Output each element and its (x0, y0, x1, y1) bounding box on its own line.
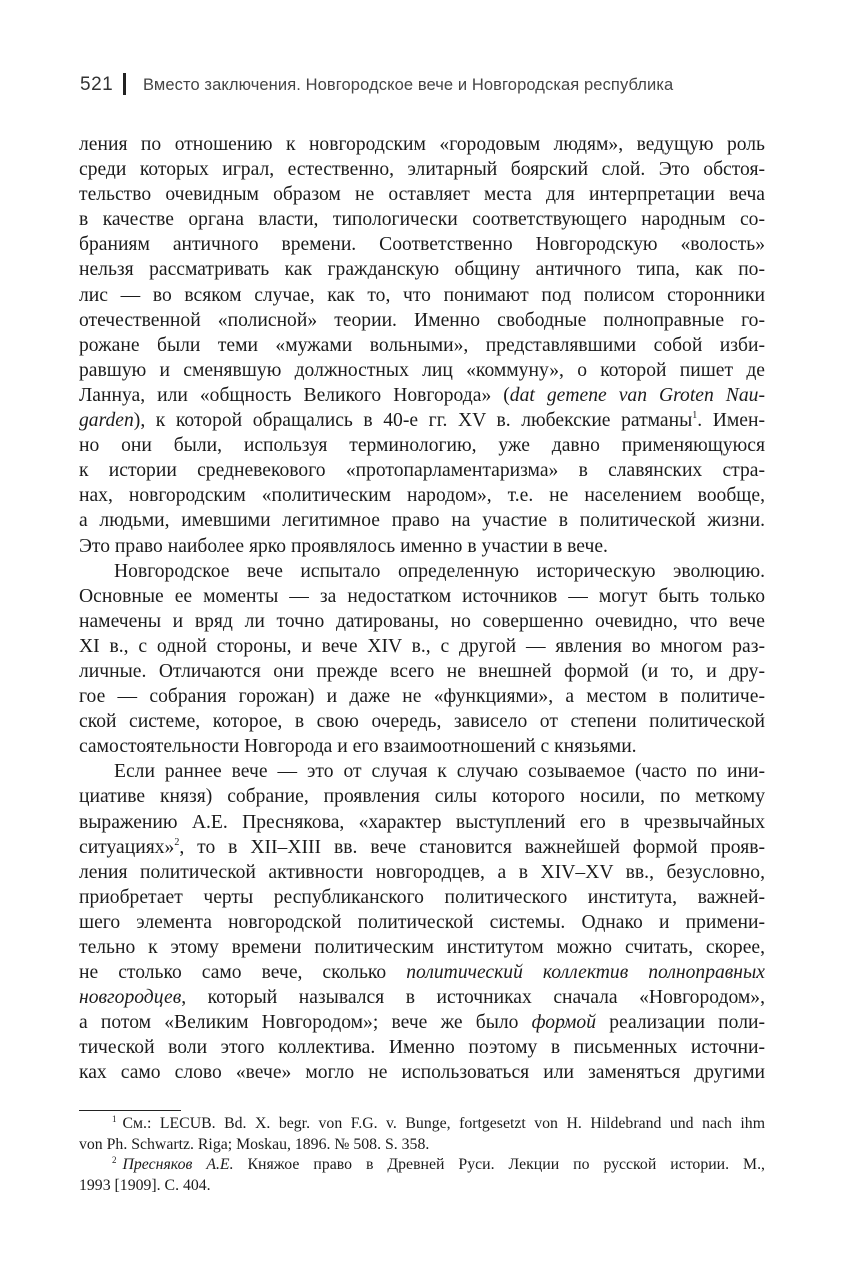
text-line: нах, новгородским «политическим народом», т.е. не населением вообще, (79, 485, 765, 507)
footnote-ref[interactable]: 2 (174, 836, 180, 848)
text-span: См.: LECUB. Bd. X. begr. von F.G. v. Bunge, fortgesetzt von H. Hildebrand und nach ihm (122, 1115, 765, 1132)
footnote-number: 1 (112, 1114, 117, 1124)
footnote-divider (79, 1110, 181, 1111)
text-line: ления по отношению к новгородским «городовым людям», ведущую роль (79, 134, 765, 155)
text-line: нельзя рассматривать как гражданскую общину античного типа, как по- (79, 259, 765, 281)
text-span: , то в XII–XIII вв. вече становится важнейшей формой прояв- (179, 836, 765, 858)
text-span: а потом «Великим Новгородом»; вече же было (79, 1012, 532, 1034)
latin-quote: garden (79, 410, 134, 432)
running-header (80, 71, 780, 101)
text-line: Основные ее моменты — за недостатком источников — могут быть только (79, 585, 765, 607)
text-span: ), к которой обращались в 40-е гг. XV в. любекские ратманы (133, 410, 693, 432)
text-line: намечены и вряд ли точно датированы, но совершенно очевидно, что вече (79, 610, 765, 632)
text-line: а людьми, имевшими легитимное право на участие в политической жизни. (79, 510, 765, 532)
text-line: в качестве органа власти, типологически соответствующего народным со- (79, 209, 765, 231)
text-line: тельно к этому времени политическим институтом можно считать, скорее, (79, 937, 765, 958)
text-line: отечественной «полисной» теории. Именно свободные полноправные го- (79, 309, 765, 331)
text-span: ситуациях» (79, 836, 175, 858)
emphasis: новгородцев (79, 987, 182, 1009)
text-span: . Имен- (697, 410, 765, 432)
text-line: браниям античного времени. Соответственно Новгородскую «волость» (79, 234, 765, 256)
text-line (79, 835, 765, 860)
text-line: Новгородское вече испытало определенную историческую эволюцию. (114, 560, 765, 582)
text-line: ках само слово «вече» могло не использоваться или заменяться другими (79, 1062, 765, 1084)
text-line: но они были, используя терминологию, уже давно применяющуюся (79, 435, 765, 457)
footnote-line: von Ph. Schwartz. Riga; Moskau, 1896. № 508. S. 358. (79, 1135, 430, 1153)
text-line: рожане были теми «мужами вольными», представлявшими собой изби- (79, 334, 765, 356)
footnotes (79, 1114, 765, 1196)
text-line: тельство очевидным образом не оставляет места для интерпретации веча (79, 184, 765, 206)
text-span: Княжое право в Древней Руси. Лекции по русской истории. М., (233, 1156, 765, 1173)
text-line (79, 1010, 765, 1035)
text-span: не столько само вече, сколько (79, 962, 407, 984)
text-line: равшую и сменявшую должностных лиц «коммуну», о которой пишет де (79, 359, 765, 381)
emphasis: политический коллектив полноправных (406, 962, 765, 984)
footnote-line (79, 1114, 765, 1135)
text-line: Если раннее вече — это от случая к случаю созываемое (часто по ини- (114, 761, 765, 783)
text-line: ления политической активности новгородцев, а в XIV–XV вв., безусловно, (79, 861, 765, 883)
text-line: циативе князя) собрание, проявления силы которого носили, по меткому (79, 786, 765, 808)
emphasis: формой (531, 1012, 597, 1034)
text-line (79, 408, 765, 433)
text-line: ской системе, которое, в свою очередь, зависело от степени политической (79, 711, 765, 733)
text-line: среди которых играл, естественно, элитарный боярский слой. Это обстоя- (79, 159, 765, 181)
latin-quote: dat gemene van Groten Nau- (509, 384, 765, 406)
text-line: к истории средневекового «протопарламентаризма» в славянских стра- (79, 460, 765, 482)
text-line (79, 960, 765, 985)
text-line: самостоятельности Новгорода и его взаимоотношений с князьями. (79, 736, 637, 758)
text-line: Это право наиболее ярко проявлялось именно в участии в вече. (79, 535, 608, 557)
text-line: шего элемента новгородской политической системы. Однако и примени- (79, 911, 765, 933)
text-line: XI в., с одной стороны, и вече XIV в., с другой — явления во многом раз- (79, 635, 765, 657)
text-span: Ланнуа, или «общность Великого Новгорода» ( (79, 384, 510, 406)
footnote-number: 2 (112, 1155, 117, 1165)
text-span: , который назывался в источниках сначала «Новгородом», (181, 987, 765, 1009)
text-line: тической воли этого коллектива. Именно поэтому в письменных источни- (79, 1037, 765, 1059)
main-text (79, 132, 765, 1086)
footnote-line (79, 1155, 765, 1176)
text-line (79, 985, 765, 1010)
footnote-ref[interactable]: 1 (692, 410, 698, 422)
author-name: Пресняков А.Е. (122, 1156, 234, 1173)
text-line: гое — собрания горожан) и даже не «функциями», а местом в политиче- (79, 686, 765, 708)
header-separator (123, 73, 126, 95)
text-line: выражению А.Е. Преснякова, «характер выступлений его в чрезвычайных (79, 811, 765, 833)
footnote-line: 1993 [1909]. С. 404. (79, 1176, 211, 1194)
text-line: лис — во всяком случае, как то, что понимают под полисом сторонники (79, 284, 765, 306)
page-number: 521 (80, 74, 114, 95)
text-line (79, 383, 765, 408)
text-line: приобретает черты республиканского политического института, важней- (79, 886, 765, 908)
text-span: реализации поли- (596, 1012, 765, 1034)
running-title: Вместо заключения. Новгородское вече и Новгородская республика (143, 76, 674, 94)
text-line: личные. Отличаются они прежде всего не внешней формой (и то, и дру- (79, 660, 765, 682)
